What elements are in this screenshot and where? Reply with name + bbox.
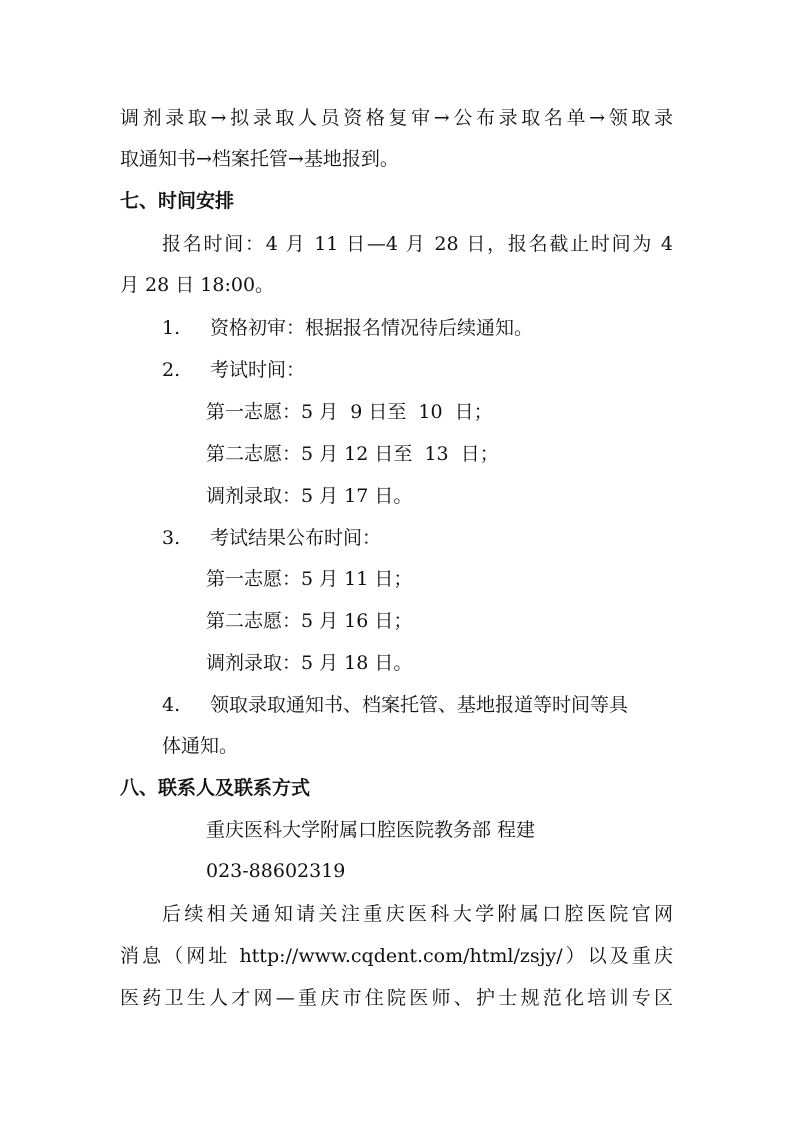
contact-phone: 023-88602319 [206, 860, 346, 882]
registration-line-2: 月 28 日 18:00。 [120, 274, 275, 296]
list-item-4 [162, 692, 673, 718]
followup-line-2: 消息（网址 http://www.cqdent.com/html/zsjy/）以及重庆 [120, 945, 673, 967]
list-number: 2. [162, 359, 181, 381]
exam-first-choice: 第一志愿：5 月 9 日至 10 日； [206, 401, 493, 423]
list-item-3 [162, 525, 381, 551]
result-first-choice: 第一志愿：5 月 11 日； [206, 568, 413, 590]
list-number: 3. [162, 527, 181, 549]
process-line-1: 调剂录取→拟录取人员资格复审→公布录取名单→领取录 [120, 107, 673, 129]
followup-line-1: 后续相关通知请关注重庆医科大学附属口腔医院官网 [162, 903, 673, 925]
list-number: 4. [162, 694, 181, 716]
list-text: 资格初审：根据报名情况待后续通知。 [210, 317, 534, 339]
section-heading-contact: 八、联系人及联系方式 [120, 777, 311, 799]
exam-adjustment: 调剂录取：5 月 17 日。 [206, 485, 413, 507]
list-item-4-continued: 体通知。 [162, 735, 239, 757]
list-item-2 [162, 357, 305, 383]
list-text: 领取录取通知书、档案托管、基地报道等时间等具 [210, 694, 629, 716]
result-adjustment: 调剂录取：5 月 18 日。 [206, 652, 413, 674]
exam-second-choice: 第二志愿：5 月 12 日至 13 日； [206, 443, 499, 465]
list-number: 1. [162, 317, 181, 339]
list-text: 考试时间： [210, 359, 306, 381]
contact-organization: 重庆医科大学附属口腔医院教务部 程建 [206, 819, 536, 841]
section-heading-schedule: 七、时间安排 [120, 190, 235, 212]
result-second-choice: 第二志愿：5 月 16 日； [206, 610, 413, 632]
process-line-2: 取通知书→档案托管→基地报到。 [120, 148, 399, 170]
list-item-1 [162, 315, 533, 341]
registration-line-1: 报名时间：4 月 11 日—4 月 28 日，报名截止时间为 4 [162, 233, 673, 255]
list-text: 考试结果公布时间： [210, 527, 382, 549]
followup-line-3: 医药卫生人才网—重庆市住院医师、护士规范化培训专区 [120, 987, 673, 1009]
